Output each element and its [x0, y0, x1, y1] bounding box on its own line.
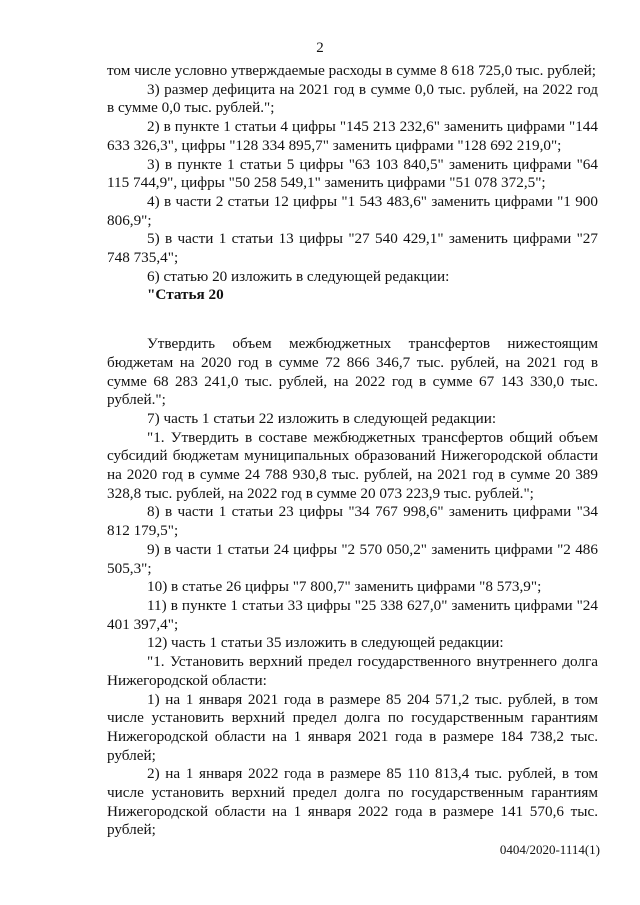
paragraph-article-35-intro: 12) часть 1 статьи 35 изложить в следующей редакции: — [147, 634, 504, 652]
paragraph-transfers: Утвердить объем межбюджетных трансфертов нижестоящим бюджетам на 2020 год в сумме 72 866 346,7 тыс. рублей, на 2021 год в сумме 68 283 241,0 тыс. рублей, на 2022 год в сумме 67 143 330,0 тыс. рублей."; — [107, 335, 598, 409]
paragraph-article-12: 4) в части 2 статьи 12 цифры "1 543 483,6" заменить цифрами "1 900 806,9"; — [107, 192, 598, 229]
paragraph-article-26: 10) в статье 26 цифры "7 800,7" заменить цифрами "8 573,9"; — [147, 578, 542, 596]
paragraph-article-33: 11) в пункте 1 статьи 33 цифры "25 338 627,0" заменить цифрами "24 401 397,4"; — [107, 596, 598, 633]
paragraph-deficit: 3) размер дефицита на 2021 год в сумме 0,0 тыс. рублей, на 2022 год в сумме 0,0 тыс. рублей."; — [107, 80, 598, 117]
paragraph-debt-limit: "1. Установить верхний предел государственного внутреннего долга Нижегородской области: — [107, 653, 598, 689]
paragraph-article-23: 8) в части 1 статьи 23 цифры "34 767 998,6" заменить цифрами "34 812 179,5"; — [107, 503, 598, 540]
paragraph-article-24: 9) в части 1 статьи 24 цифры "2 570 050,2" заменить цифрами "2 486 505,3"; — [107, 540, 598, 577]
document-code: 0404/2020-1114(1) — [499, 842, 600, 857]
spacer — [107, 305, 598, 335]
page-number: 2 — [316, 40, 324, 56]
paragraph-article-13: 5) в части 1 статьи 13 цифры "27 540 429,1" заменить цифрами "27 748 735,4"; — [107, 230, 598, 267]
paragraph-article-5: 3) в пункте 1 статьи 5 цифры "63 103 840,5" заменить цифрами "64 115 744,9", цифры "50 258 549,1" заменить цифрами "51 078 372,5"; — [107, 155, 598, 192]
paragraph-continuation: том числе условно утверждаемые расходы в сумме 8 618 725,0 тыс. рублей; — [107, 62, 597, 79]
document-body — [107, 62, 598, 840]
paragraph-article-22-intro: 7) часть 1 статьи 22 изложить в следующей редакции: — [147, 409, 497, 427]
article-heading: "Статья 20 — [147, 286, 224, 304]
paragraph-article-20-intro: 6) статью 20 изложить в следующей редакции: — [147, 267, 450, 285]
paragraph-debt-2022: 2) на 1 января 2022 года в размере 85 110 813,4 тыс. рублей, в том числе установить верхний предел долга по государственным гарантиям Нижегородской области на 1 января 2022 года в размере 141 570,6 тыс. рублей; — [107, 765, 598, 839]
paragraph-debt-2021: 1) на 1 января 2021 года в размере 85 204 571,2 тыс. рублей, в том числе установить верхний предел долга по государственным гарантиям Нижегородской области на 1 января 2021 года в размере 184 738,2 тыс. рублей; — [107, 690, 598, 764]
paragraph-subsidies: "1. Утвердить в составе межбюджетных трансфертов общий объем субсидий бюджетам муниципальных образований Нижегородской области на 2020 год в сумме 24 788 930,8 тыс. рублей, на 2021 год в сумме 20 389 328,8 тыс. рублей, на 2022 год в сумме 20 073 223,9 тыс. рублей."; — [107, 428, 598, 502]
paragraph-article-4: 2) в пункте 1 статьи 4 цифры "145 213 232,6" заменить цифрами "144 633 326,3", цифры "128 334 895,7" заменить цифрами "128 692 219,0"; — [107, 118, 598, 154]
